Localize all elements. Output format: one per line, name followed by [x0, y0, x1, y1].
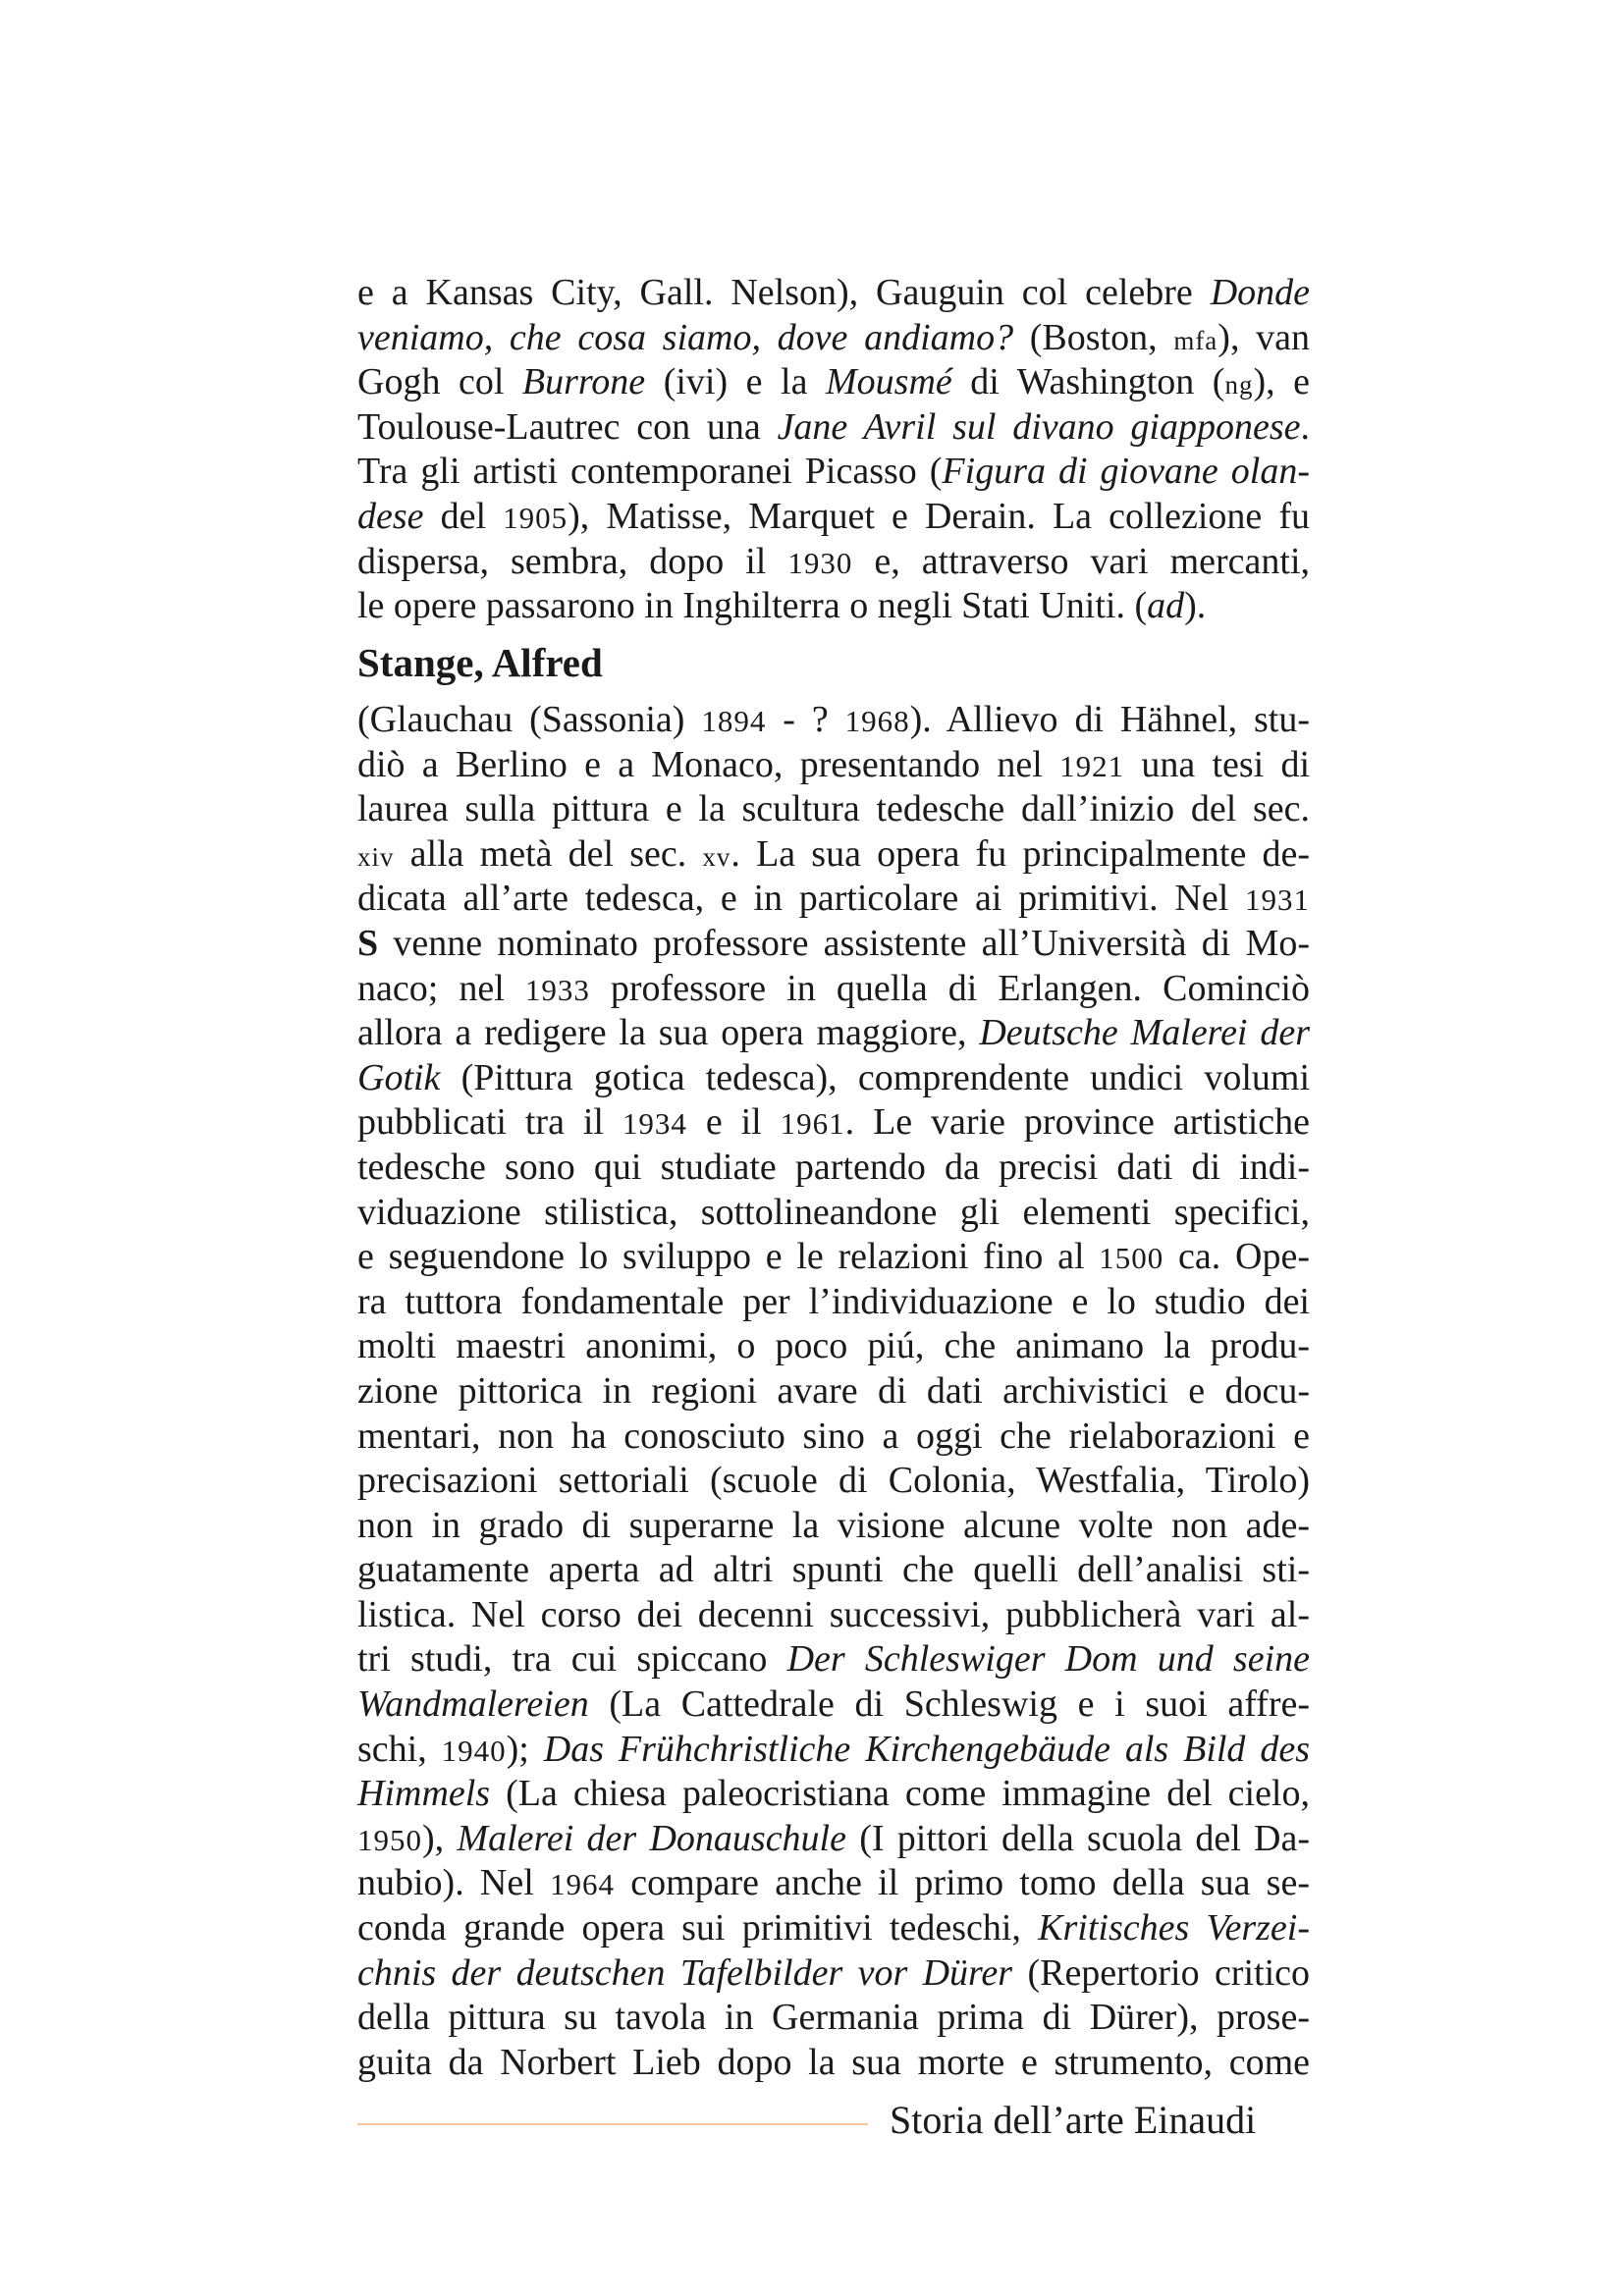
text-line: ra tuttora fondamentale per l’individuazione e lo studio dei — [357, 1280, 1310, 1322]
text-line: laurea sulla pittura e la scultura tedesche dall’inizio del sec. — [357, 788, 1310, 830]
entry-title: Stange, Alfred — [357, 640, 603, 685]
text-line: mentari, non ha conosciuto sino a oggi che rielaborazioni e — [357, 1415, 1310, 1457]
text-line: pubblicati tra il 1934 e il 1961. Le varie province artistiche — [357, 1101, 1311, 1144]
text-line: Gogh col Burrone (ivi) e la Mousmé di Washington (ng), e — [357, 361, 1311, 403]
section-marker: S — [357, 922, 379, 964]
text-line: S venne nominato professore assistente all’Università di Mo- — [357, 922, 1310, 964]
text-line: della pittura su tavola in Germania prima di Dürer), prose- — [357, 1997, 1310, 2039]
text-line: 1950), Malerei der Donauschule (I pittori della scuola del Da- — [357, 1817, 1311, 1859]
text-line: zione pittorica in regioni avare di dati archivistici e docu- — [357, 1369, 1310, 1412]
text-line: tedesche sono qui studiate partendo da precisi dati di indi- — [357, 1146, 1310, 1188]
text-line: Gotik (Pittura gotica tedesca), comprendente undici volumi — [357, 1056, 1311, 1098]
previous-entry-continuation — [357, 271, 1310, 629]
footer-divider — [357, 2123, 868, 2125]
text-line: dese del 1905), Matisse, Marquet e Derain. La collezione fu — [357, 495, 1310, 537]
text-line: e a Kansas City, Gall. Nelson), Gauguin col celebre Donde — [357, 272, 1310, 313]
text-line: chnis der deutschen Tafelbilder vor Dürer (Repertorio critico — [357, 1951, 1311, 1994]
text-line: diò a Berlino e a Monaco, presentando nel 1921 una tesi di — [357, 743, 1311, 785]
footer-publication: Storia dell’arte Einaudi — [890, 2098, 1257, 2142]
text-line: e seguendone lo sviluppo e le relazioni fino al 1500 ca. Ope- — [357, 1236, 1310, 1278]
text-line: veniamo, che cosa siamo, dove andiamo? (Boston, mfa), van — [357, 316, 1311, 358]
text-line: tri studi, tra cui spiccano Der Schleswiger Dom und seine — [357, 1638, 1311, 1681]
text-line: conda grande opera sui primitivi tedeschi, Kritisches Verzei- — [357, 1907, 1311, 1949]
text-line: Wandmalereien (La Cattedrale di Schleswig e i suoi affre- — [357, 1683, 1310, 1726]
text-line: guita da Norbert Lieb dopo la sua morte e strumento, come — [357, 2041, 1310, 2083]
text-line: allora a redigere la sua opera maggiore, Deutsche Malerei der — [357, 1012, 1311, 1054]
text-line: (Glauchau (Sassonia) 1894 - ? 1968). Allievo di Hähnel, stu- — [357, 699, 1311, 740]
entry-body — [357, 698, 1310, 2085]
text-line: schi, 1940); Das Frühchristliche Kirchengebäude als Bild des — [357, 1728, 1310, 1770]
text-line: le opere passarono in Inghilterra o negli Stati Uniti. (ad). — [357, 585, 1207, 627]
text-line: Tra gli artisti contemporanei Picasso (Figura di giovane olan- — [357, 451, 1310, 493]
text-line: guatamente aperta ad altri spunti che quelli dell’analisi sti- — [357, 1549, 1310, 1591]
text-line: listica. Nel corso dei decenni successivi, pubblicherà vari al- — [357, 1593, 1310, 1635]
text-line: Toulouse-Lautrec con una Jane Avril sul divano giapponese. — [357, 405, 1311, 448]
text-line: xiv alla metà del sec. xv. La sua opera fu principalmente de- — [357, 832, 1311, 875]
text-line: nubio). Nel 1964 compare anche il primo tomo della sua se- — [357, 1862, 1310, 1904]
text-line: non in grado di superarne la visione alcune volte non ade- — [357, 1504, 1310, 1546]
text-line: dispersa, sembra, dopo il 1930 e, attraverso vari mercanti, — [357, 540, 1311, 582]
text-line: Himmels (La chiesa paleocristiana come immagine del cielo, — [357, 1773, 1310, 1815]
text-line: precisazioni settoriali (scuole di Colonia, Westfalia, Tirolo) — [357, 1460, 1310, 1502]
text-line: molti maestri anonimi, o poco piú, che animano la produ- — [357, 1325, 1310, 1367]
text-line: viduazione stilistica, sottolineandone gli elementi specifici, — [357, 1191, 1310, 1233]
text-line: naco; nel 1933 professore in quella di Erlangen. Cominciò — [357, 967, 1310, 1009]
text-line: dicata all’arte tedesca, e in particolare ai primitivi. Nel 1931 — [357, 878, 1311, 920]
